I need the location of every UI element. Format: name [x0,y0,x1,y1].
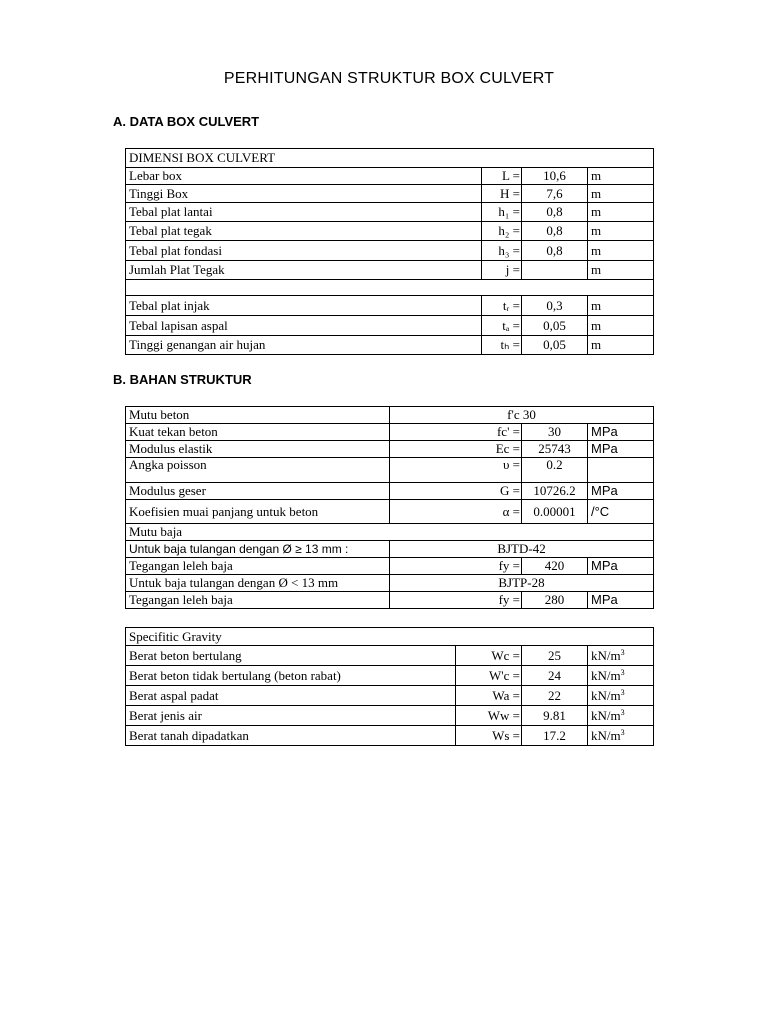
table-row [126,168,654,185]
row-label: Lebar box [126,168,482,185]
row-unit: m [588,336,654,355]
row-value: 0,8 [522,222,588,241]
table-row [126,458,654,483]
row-label: Kuat tekan beton [126,424,390,441]
table-row [126,524,654,541]
table-header-row [126,628,654,646]
table-row [126,483,654,500]
row-symbol: tₐ = [482,316,522,336]
row-unit: MPa [588,592,654,609]
row-label: Mutu beton [126,407,390,424]
row-value: 9.81 [522,706,588,726]
table-row [126,316,654,336]
row-label: Untuk baja tulangan dengan Ø < 13 mm [126,575,390,592]
row-value: 0,8 [522,203,588,222]
row-unit [588,726,654,746]
row-label: Mutu baja [126,524,654,541]
row-symbol: tₕ = [482,336,522,355]
unit-superscript: 3 [620,727,625,737]
row-label: Modulus geser [126,483,390,500]
gravity-table [125,627,654,746]
unit-text: kN/m [591,667,621,683]
row-value: 0,05 [522,316,588,336]
unit-text: kN/m [591,647,621,663]
spacer-row [126,280,654,296]
row-value: 30 [522,424,588,441]
row-unit: m [588,316,654,336]
row-unit [588,706,654,726]
row-unit [588,666,654,686]
row-symbol: h₃ = [482,241,522,261]
table-row [126,241,654,261]
row-label: Berat jenis air [126,706,456,726]
row-unit [588,686,654,706]
row-unit: MPa [588,483,654,500]
row-symbol: Ww = [456,706,522,726]
unit-superscript: 3 [620,687,625,697]
row-value: 7,6 [522,185,588,203]
row-symbol: α = [390,500,522,524]
row-symbol: h₁ = [482,203,522,222]
row-unit: MPa [588,424,654,441]
row-symbol: L = [482,168,522,185]
row-unit: m [588,185,654,203]
row-unit: m [588,222,654,241]
row-symbol: fy = [390,592,522,609]
row-symbol: Ec = [390,441,522,458]
row-symbol: H = [482,185,522,203]
row-label: Berat tanah dipadatkan [126,726,456,746]
unit-superscript: 3 [620,707,625,717]
section-b-heading: B. BAHAN STRUKTUR [113,372,252,387]
row-unit: m [588,168,654,185]
table-row [126,726,654,746]
row-label: Tebal plat fondasi [126,241,482,261]
row-label: Tebal plat injak [126,296,482,316]
row-unit: m [588,203,654,222]
table-row [126,592,654,609]
table-row [126,441,654,458]
row-value: 24 [522,666,588,686]
row-value: 0.2 [522,458,588,483]
row-value: BJTP-28 [390,575,654,592]
row-label: Tebal lapisan aspal [126,316,482,336]
row-unit: m [588,296,654,316]
row-symbol: G = [390,483,522,500]
row-value: f'c 30 [390,407,654,424]
dimensi-table [125,148,654,355]
row-unit: /°C [588,500,654,524]
row-unit: m [588,261,654,280]
row-symbol: υ = [390,458,522,483]
row-symbol: fy = [390,558,522,575]
row-value: BJTD-42 [390,541,654,558]
unit-text: kN/m [591,707,621,723]
row-label: Tegangan leleh baja [126,558,390,575]
row-unit: m [588,241,654,261]
table-header: DIMENSI BOX CULVERT [126,149,654,168]
row-label: Tebal plat tegak [126,222,482,241]
row-label: Tebal plat lantai [126,203,482,222]
row-unit [588,646,654,666]
row-label: Tegangan leleh baja [126,592,390,609]
row-symbol: Wa = [456,686,522,706]
row-unit: MPa [588,558,654,575]
row-symbol: Wc = [456,646,522,666]
row-value: 0,05 [522,336,588,355]
table-row [126,203,654,222]
row-symbol: Ws = [456,726,522,746]
row-value: 0,3 [522,296,588,316]
row-value: 22 [522,686,588,706]
table-row [126,575,654,592]
row-value [522,261,588,280]
section-a-heading: A. DATA BOX CULVERT [113,114,260,129]
table-row [126,424,654,441]
row-label: Tinggi genangan air hujan [126,336,482,355]
row-label: Tinggi Box [126,185,482,203]
row-symbol: fc' = [390,424,522,441]
table-row [126,558,654,575]
spacer-cell [126,280,654,296]
bahan-table [125,406,654,609]
table-header: Specifitic Gravity [126,628,654,646]
row-value: 10,6 [522,168,588,185]
row-label: Modulus elastik [126,441,390,458]
row-label: Berat beton bertulang [126,646,456,666]
table-row [126,541,654,558]
table-row [126,686,654,706]
row-value: 0,8 [522,241,588,261]
table-row [126,261,654,280]
table-row [126,706,654,726]
row-label: Berat aspal padat [126,686,456,706]
row-label: Berat beton tidak bertulang (beton rabat) [126,666,456,686]
row-label: Koefisien muai panjang untuk beton [126,500,390,524]
table-row [126,407,654,424]
table-row [126,646,654,666]
row-symbol: tᵣ = [482,296,522,316]
row-symbol: j = [482,261,522,280]
row-label: Untuk baja tulangan dengan Ø ≥ 13 mm : [126,541,390,558]
row-value: 25 [522,646,588,666]
table-header-row [126,149,654,168]
table-row [126,666,654,686]
row-unit [588,458,654,483]
row-unit: MPa [588,441,654,458]
row-symbol: h₂ = [482,222,522,241]
row-value: 17.2 [522,726,588,746]
unit-superscript: 3 [620,667,625,677]
page-title: PERHITUNGAN STRUKTUR BOX CULVERT [223,70,555,87]
row-symbol: W'c = [456,666,522,686]
row-label: Angka poisson [126,458,390,483]
row-value: 10726.2 [522,483,588,500]
table-row [126,336,654,355]
table-row [126,185,654,203]
row-value: 25743 [522,441,588,458]
row-value: 420 [522,558,588,575]
unit-text: kN/m [591,727,621,743]
row-label: Jumlah Plat Tegak [126,261,482,280]
unit-text: kN/m [591,687,621,703]
table-row [126,222,654,241]
unit-superscript: 3 [620,647,625,657]
row-value: 280 [522,592,588,609]
row-value: 0.00001 [522,500,588,524]
table-row [126,500,654,524]
table-row [126,296,654,316]
